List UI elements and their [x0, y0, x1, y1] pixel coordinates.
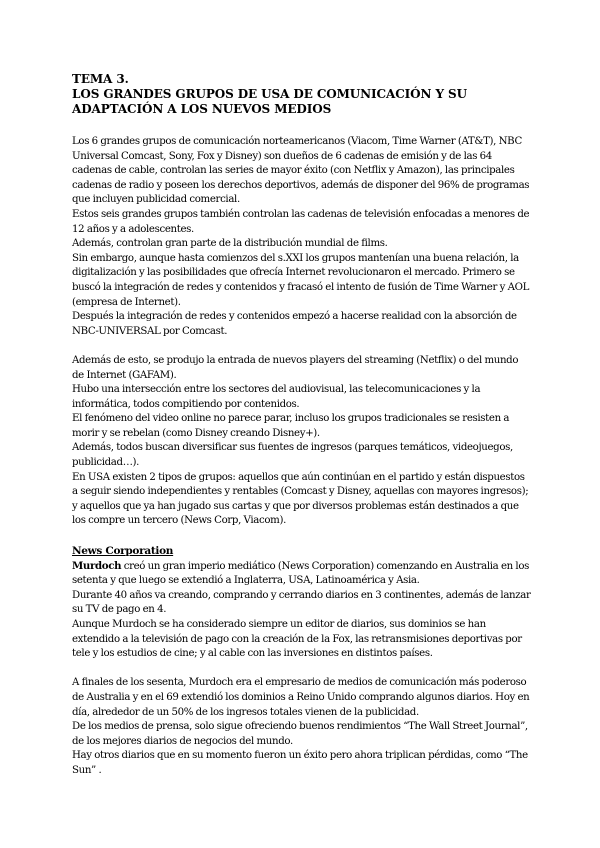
paragraph-gap [72, 529, 532, 544]
news-corp-section [72, 544, 532, 779]
news-corp-paragraph-3: Aunque Murdoch se ha considerado siempre un editor de diarios, sus dominios se han extendido a la televisión de pago con la creación de la Fox, las retransmisiones deportivas por tele y los estudios de cine; y al cable con las inversiones en distintos países. [72, 619, 522, 660]
intro-section [72, 135, 532, 339]
title-line-2: ADAPTACIÓN A LOS NUEVOS MEDIOS [72, 102, 332, 116]
news-corp-paragraph-6: Hay otros diarios que en su momento fueron un éxito pero ahora triplican pérdidas, como “The Sun” . [72, 750, 528, 776]
document-heading [72, 72, 532, 117]
intro-paragraph-1: Los 6 grandes grupos de comunicación norteamericanos (Viacom, Time Warner (AT&T), NBC Universal Comcast, Sony, Fox y Disney) son dueños de 6 cadenas de emisión y de las 64 cadenas de cable, controlan las series de mayor éxito (con Netflix y Amazon), las principales cadenas de radio y poseen los derechos deportivos, además de disponer del 96% de programas que incluyen publicidad comercial. [72, 136, 530, 206]
intro-paragraph-3: Además, controlan gran parte de la distribución mundial de films. [72, 238, 388, 250]
news-corp-paragraph-1-text: creó un gran imperio mediático (News Corporation) comenzando en Australia en los setenta y que luego se extendió a Inglaterra, USA, Latinoamérica y Asia. [72, 560, 530, 587]
streaming-paragraph-3: El fenómeno del video online no parece parar, incluso los grupos tradicionales se resisten a morir y se rebelan (como Disney creando Disney+). [72, 413, 510, 439]
news-corp-title: News Corporation [72, 544, 174, 557]
streaming-paragraph-2: Hubo una intersección entre los sectores del audiovisual, las telecomunicaciones y la informática, todos compitiendo por contenidos. [72, 384, 481, 410]
document-page [72, 72, 532, 779]
streaming-paragraph-1: Además de esto, se produjo la entrada de nuevos players del streaming (Netflix) o del mundo de Internet (GAFAM). [72, 354, 519, 381]
news-corp-paragraph-1 [72, 559, 532, 589]
title-line-1: LOS GRANDES GRUPOS DE USA DE COMUNICACIÓN Y SU [72, 87, 467, 101]
news-corp-paragraph-5: De los medios de prensa, solo sigue ofreciendo buenos rendimientos “The Wall Street Journal”, de los mejores diarios de negocios del mundo. [72, 721, 528, 747]
murdoch-name: Murdoch [72, 559, 122, 572]
intro-paragraph-5: Después la integración de redes y contenidos empezó a hacerse realidad con la absorción de NBC-UNIVERSAL por Comcast. [72, 311, 517, 337]
streaming-paragraph-5: En USA existen 2 tipos de grupos: aquellos que aún continúan en el partido y están dispuestos a seguir siendo independientes y rentables (Comcast y Disney, aquellas con mayores ingresos); y aquellos que ya han jugado sus cartas y que por diversos problemas están destinados a que los compre un tercero (News Corp, Viacom). [72, 471, 529, 527]
tema-label: TEMA 3. [72, 72, 129, 86]
paragraph-gap [72, 339, 532, 354]
news-corp-paragraph-4: A finales de los sesenta, Murdoch era el empresario de medios de comunicación más poderoso de Australia y en el 69 extendió los dominios a Reino Unido comprando algunos diarios. Hoy en día, alrededor de un 50% de los ingresos totales vienen de la publicidad. [72, 677, 530, 718]
news-corp-paragraph-2: Durante 40 años va creando, comprando y cerrando diarios en 3 continentes, además de lanzar su TV de pago en 4. [72, 589, 531, 616]
intro-paragraph-4: Sin embargo, aunque hasta comienzos del s.XXI los grupos mantenían una buena relación, la digitalización y las posibilidades que ofrecía Internet revolucionaron el mercado. Primero se buscó la integración de redes y contenidos y fracasó el intento de fusión de Time Warner y AOL (empresa de Internet). [72, 252, 530, 308]
streaming-paragraph-4: Además, todos buscan diversificar sus fuentes de ingresos (parques temáticos, videojuegos, publicidad…). [72, 442, 513, 469]
paragraph-gap [72, 662, 532, 677]
streaming-section [72, 354, 532, 529]
intro-paragraph-2: Estos seis grandes grupos también controlan las cadenas de televisión enfocadas a menores de 12 años y a adolescentes. [72, 208, 530, 235]
